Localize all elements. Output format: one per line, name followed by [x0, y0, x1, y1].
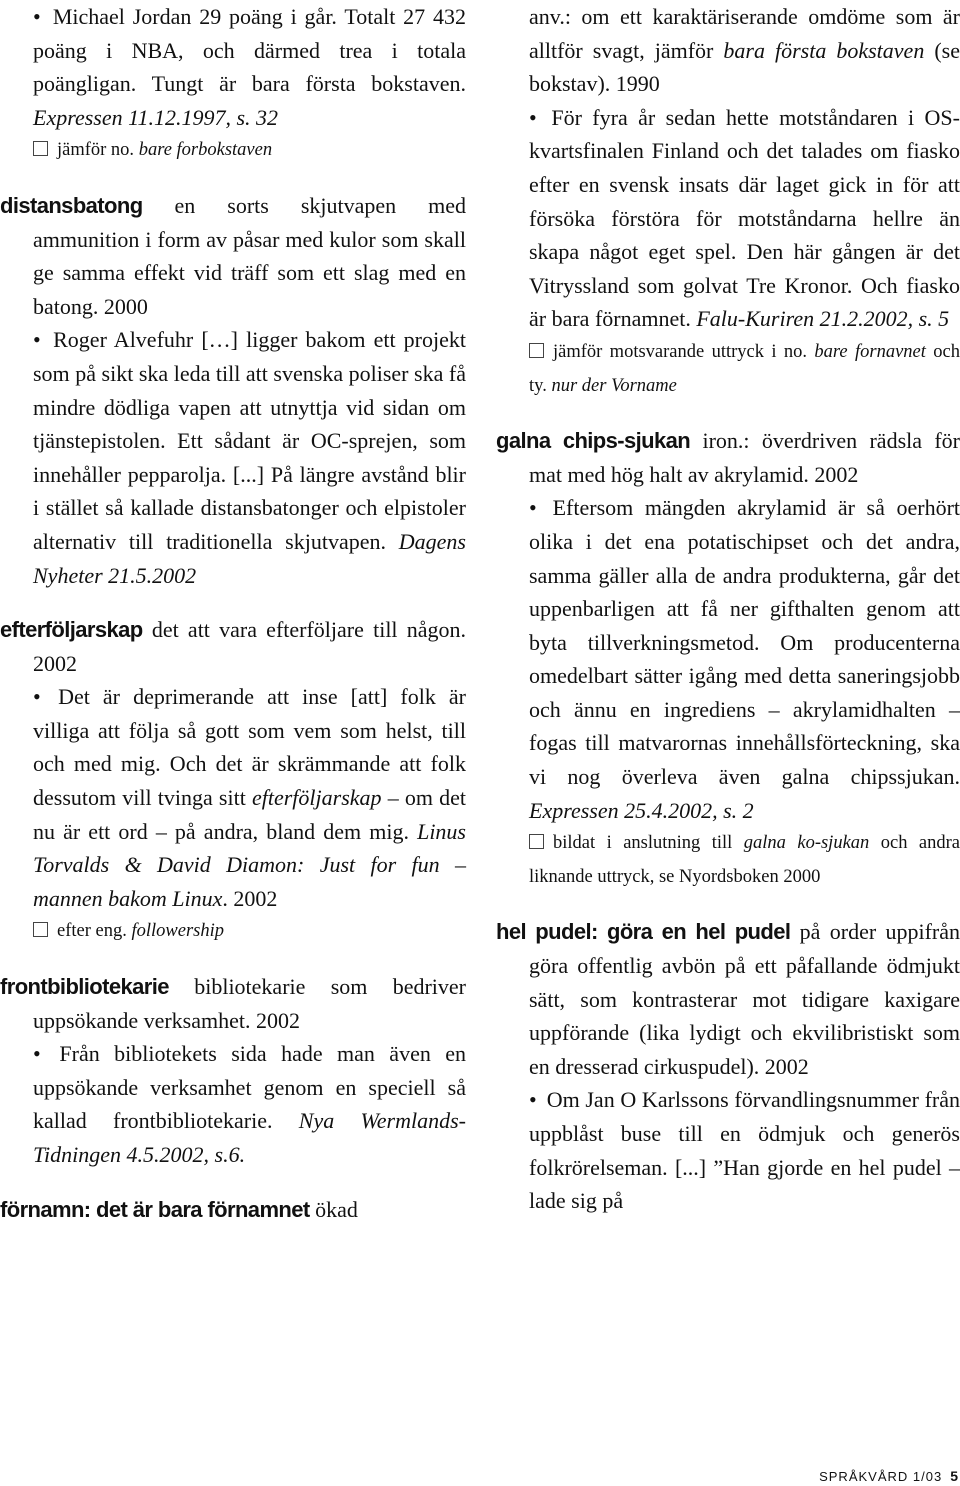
square-box-icon [33, 922, 48, 937]
example-quote: • Eftersom mängden akrylamid är så oerhört olika i det ena potatischipset och det andra, samma gäller alla de andra produkterna, går det uppenbarligen att få ner gifthalten genom att byta tillverkningsmetod. Om producenterna omedelbart sätter igång med detta saneringsjobb och ännu en ingrediens – akrylamidhalten – fogas till matvarornas innehållsförteckning, ska vi nog överleva även galna chipssjukan. Expressen 25.4.2002, s. 2 [529, 491, 960, 827]
journal-name: SPRÅKVÅRD 1/03 [819, 1469, 943, 1484]
page-number: 5 [950, 1468, 958, 1484]
entry-efterfoljarskap [0, 613, 466, 949]
entry-fornamn [0, 1193, 466, 1227]
square-box-icon [529, 834, 544, 849]
example-source: Expressen 11.12.1997, s. 32 [33, 104, 279, 130]
etymology-note: jämför no. bare forbokstaven [33, 134, 466, 168]
definition: bibliotekarie som bedriver uppsökande verksamhet. 2002 [33, 974, 467, 1033]
definition: på order uppifrån göra offentlig avbön på ett påfallande ödmjukt sätt, som kontrasterar mot tidigare kaxigare uppförande (lika lydigt och ekvilibristiskt som en dresserad cirkuspudel). 2002 [529, 919, 960, 1079]
definition: en sorts skjutvapen med ammunition i form av påsar med kulor som skall ge samma effekt vid träff som ett slag med en batong. 2000 [33, 192, 466, 319]
example-source: Dagens Nyheter 21.5.2002 [33, 528, 466, 588]
entry-galna-chips-sjukan [496, 424, 960, 894]
bullet-icon: • [529, 495, 537, 521]
example-quote: • Om Jan O Karlssons förvandlingsnummer från uppblåst buse till en ödmjuk och generös folkrörelseman. [...] ”Han gjorde en hel pudel – lade sig på [529, 1083, 960, 1217]
entry-distansbatong [0, 189, 466, 592]
headword: frontbibliotekarie [0, 974, 169, 1000]
etymology-note: efter eng. followership [33, 915, 466, 949]
headword: förnamn: det är bara förnamnet [0, 1196, 310, 1222]
bullet-icon: • [529, 1087, 537, 1113]
bullet-icon: • [33, 1041, 41, 1067]
example-source: Linus Torvalds & David Diamon: Just for fun – mannen bakom Linux [33, 818, 466, 911]
square-box-icon [33, 141, 48, 156]
entry-frontbibliotekarie [0, 970, 466, 1172]
example-source: Falu-Kuriren 21.2.2002, s. 5 [696, 306, 950, 332]
bullet-icon: • [33, 4, 41, 29]
square-box-icon [529, 343, 544, 358]
entry-hel-pudel [496, 915, 960, 1217]
bullet-icon: • [33, 684, 41, 710]
headword: distansbatong [0, 192, 143, 218]
example-quote: • Från bibliotekets sida hade man även en uppsökande verksamhet genom en speciell så kallad frontbibliotekarie. Nya Wermlands-Tidningen 4.5.2002, s.6. [33, 1037, 466, 1171]
right-column [496, 0, 960, 1239]
definition: ökad [315, 1196, 358, 1222]
page-footer [819, 1468, 958, 1485]
left-column [0, 0, 466, 1247]
etymology-note: jämför motsvarande uttryck i no. bare fornavnet och ty. nur der Vorname [529, 341, 960, 396]
example-source: Nya Wermlands-Tidningen 4.5.2002, s.6. [33, 1108, 467, 1167]
definition: anv.: om ett karaktäriserande omdöme som är alltför svagt, jämför bara första bokstaven (se bokstav). 1990 [529, 4, 960, 97]
example-quote: • Roger Alvefuhr […] ligger bakom ett projekt som på sikt ska leda till att svenska poliser ska få mindre dödliga vapen att utnyttja vid sidan om tjänstepistolen. Ett sådant är OC-sprejen, som innehåller pepparolja. [...] På längre avstånd blir i stället så kallade distansbatonger och elpistoler alternativ till traditionella skjutvapen. Dagens Nyheter 21.5.2002 [33, 323, 466, 592]
example-quote: • Det är deprimerande att inse [att] folk är villiga att följa så gott som vem som helst, till och med mig. Och det är skrämmande att folk dessutom vill tvinga sitt efterföljarskap – om det nu är ett ord – på andra, bland dem mig. Linus Torvalds & David Diamon: Just for fun – mannen bakom Linux. 2002 [33, 680, 466, 915]
bullet-icon: • [33, 327, 41, 353]
bullet-icon: • [529, 104, 537, 130]
example-source: Expressen 25.4.2002, s. 2 [529, 797, 754, 823]
headword: galna chips-sjukan [496, 428, 691, 454]
headword: hel pudel: göra en hel pudel [496, 919, 791, 945]
etymology-note: bildat i anslutning till galna ko-sjukan och andra liknande uttryck, se Nyordsboken 2000 [529, 833, 960, 887]
headword: efterföljarskap [0, 617, 143, 643]
example-quote: • För fyra år sedan hette motståndaren i OS-kvartsfinalen Finland och det talades om fiasko efter en svensk insats där laget gick in för att försöka förstöra för motståndarna hellre än skapa något eget spel. Den här gången är det Vitryssland som golvat Tre Kronor. Och fiasko är bara förnamnet. Falu-Kuriren 21.2.2002, s. 5 [529, 101, 960, 336]
entry-continuation-michael-jordan [0, 0, 466, 168]
definition: iron.: överdriven rädsla för mat med hög halt av akrylamid. 2002 [529, 428, 960, 487]
definition: det att vara efterföljare till någon. 2002 [33, 617, 467, 676]
entry-continuation-fornamn [496, 0, 960, 403]
example-quote: • Michael Jordan 29 poäng i går. Totalt 27 432 poäng i NBA, och därmed trea i totala poängligan. Tungt är bara första bokstaven. Expressen 11.12.1997, s. 32 [33, 0, 466, 134]
